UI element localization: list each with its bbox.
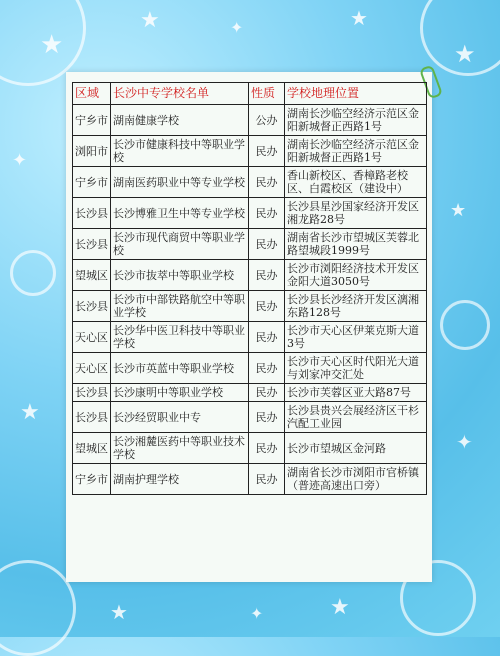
star-icon: ★: [110, 600, 128, 624]
cell-school-name: 长沙湘麓医药中等职业技术学校: [111, 433, 249, 464]
cell-location: 长沙市望城区金河路: [285, 433, 427, 464]
cell-area: 长沙县: [73, 291, 111, 322]
decor-bubble: [0, 560, 76, 656]
decor-bubble: [420, 0, 500, 76]
cell-area: 宁乡市: [73, 167, 111, 198]
cell-area: 浏阳市: [73, 136, 111, 167]
cell-type: 民办: [249, 136, 285, 167]
cell-school-name: 湖南护理学校: [111, 464, 249, 495]
cell-area: 宁乡市: [73, 464, 111, 495]
cell-area: 长沙县: [73, 198, 111, 229]
decor-bubble: [10, 250, 56, 296]
cell-type: 民办: [249, 291, 285, 322]
table-row: [73, 260, 427, 291]
cell-area: 望城区: [73, 260, 111, 291]
table-row: [73, 353, 427, 384]
star-icon: ★: [450, 200, 467, 221]
cell-school-name: 湖南健康学校: [111, 105, 249, 136]
cell-location: 长沙市天心区时代阳光大道与刘家冲交汇处: [285, 353, 427, 384]
star-icon: ★: [330, 595, 350, 620]
cell-location: 长沙县星沙国家经济开发区湘龙路28号: [285, 198, 427, 229]
header-type: 性质: [249, 83, 285, 105]
cell-location: 湖南省长沙市浏阳市官桥镇（普迹高速出口旁）: [285, 464, 427, 495]
star-icon: ★: [454, 40, 476, 68]
star-icon: ★: [140, 8, 160, 33]
cell-area: 天心区: [73, 353, 111, 384]
table-row: [73, 402, 427, 433]
header-location: 学校地理位置: [285, 83, 427, 105]
cell-school-name: 长沙市英蓝中等职业学校: [111, 353, 249, 384]
star-icon: ★: [20, 400, 40, 425]
cell-type: 民办: [249, 402, 285, 433]
cell-type: 民办: [249, 167, 285, 198]
cell-school-name: 长沙经贸职业中专: [111, 402, 249, 433]
table-row: [73, 198, 427, 229]
cell-school-name: 长沙市现代商贸中等职业学校: [111, 229, 249, 260]
decor-bubble: [440, 300, 490, 350]
table-row: [73, 322, 427, 353]
cell-location: 湖南长沙临空经济示范区金阳新城督正西路1号: [285, 105, 427, 136]
cell-type: 民办: [249, 433, 285, 464]
cell-location: 长沙县长沙经济开发区漓湘东路128号: [285, 291, 427, 322]
cell-type: 民办: [249, 464, 285, 495]
cell-area: 长沙县: [73, 402, 111, 433]
cell-school-name: 长沙博雅卫生中等专业学校: [111, 198, 249, 229]
cell-type: 公办: [249, 105, 285, 136]
table-row: [73, 433, 427, 464]
cell-location: 香山新校区、香樟路老校区、白霞校区（建设中）: [285, 167, 427, 198]
star-icon: ★: [350, 6, 368, 30]
cell-type: 民办: [249, 384, 285, 402]
cell-location: 长沙县贵兴会展经济区干杉汽配工业园: [285, 402, 427, 433]
table-row: [73, 291, 427, 322]
table-header-row: [73, 83, 427, 105]
star-icon: ✦: [12, 150, 28, 171]
header-area: 区域: [73, 83, 111, 105]
table-row: [73, 384, 427, 402]
cell-area: 宁乡市: [73, 105, 111, 136]
cell-type: 民办: [249, 322, 285, 353]
table-row: [73, 464, 427, 495]
cell-school-name: 长沙市中部铁路航空中等职业学校: [111, 291, 249, 322]
cell-school-name: 长沙康明中等职业学校: [111, 384, 249, 402]
content-card: [66, 72, 432, 582]
cell-location: 长沙市天心区伊莱克斯大道3号: [285, 322, 427, 353]
cell-school-name: 湖南医药职业中等专业学校: [111, 167, 249, 198]
star-icon: ★: [40, 30, 64, 60]
school-table: [72, 82, 427, 495]
star-icon: ✦: [456, 430, 473, 454]
cell-school-name: 长沙市抜萃中等职业学校: [111, 260, 249, 291]
cell-type: 民办: [249, 229, 285, 260]
header-school-name: 长沙中专学校名单: [111, 83, 249, 105]
cell-location: 湖南长沙临空经济示范区金阳新城督正西路1号: [285, 136, 427, 167]
table-row: [73, 136, 427, 167]
table-row: [73, 167, 427, 198]
table-body: [73, 105, 427, 495]
cell-type: 民办: [249, 353, 285, 384]
cell-area: 天心区: [73, 322, 111, 353]
cell-area: 望城区: [73, 433, 111, 464]
cell-school-name: 长沙华中医卫科技中等职业学校: [111, 322, 249, 353]
star-icon: ✦: [250, 604, 264, 623]
cell-location: 湖南省长沙市望城区芙蓉北路望城段1999号: [285, 229, 427, 260]
cell-location: 长沙市浏阳经济技术开发区金阳大道3050号: [285, 260, 427, 291]
star-icon: ✦: [230, 18, 244, 37]
cell-type: 民办: [249, 260, 285, 291]
table-row: [73, 229, 427, 260]
cell-area: 长沙县: [73, 229, 111, 260]
table-row: [73, 105, 427, 136]
cell-type: 民办: [249, 198, 285, 229]
cell-location: 长沙市芙蓉区亚大路87号: [285, 384, 427, 402]
cell-area: 长沙县: [73, 384, 111, 402]
cell-school-name: 长沙市健康科技中等职业学校: [111, 136, 249, 167]
